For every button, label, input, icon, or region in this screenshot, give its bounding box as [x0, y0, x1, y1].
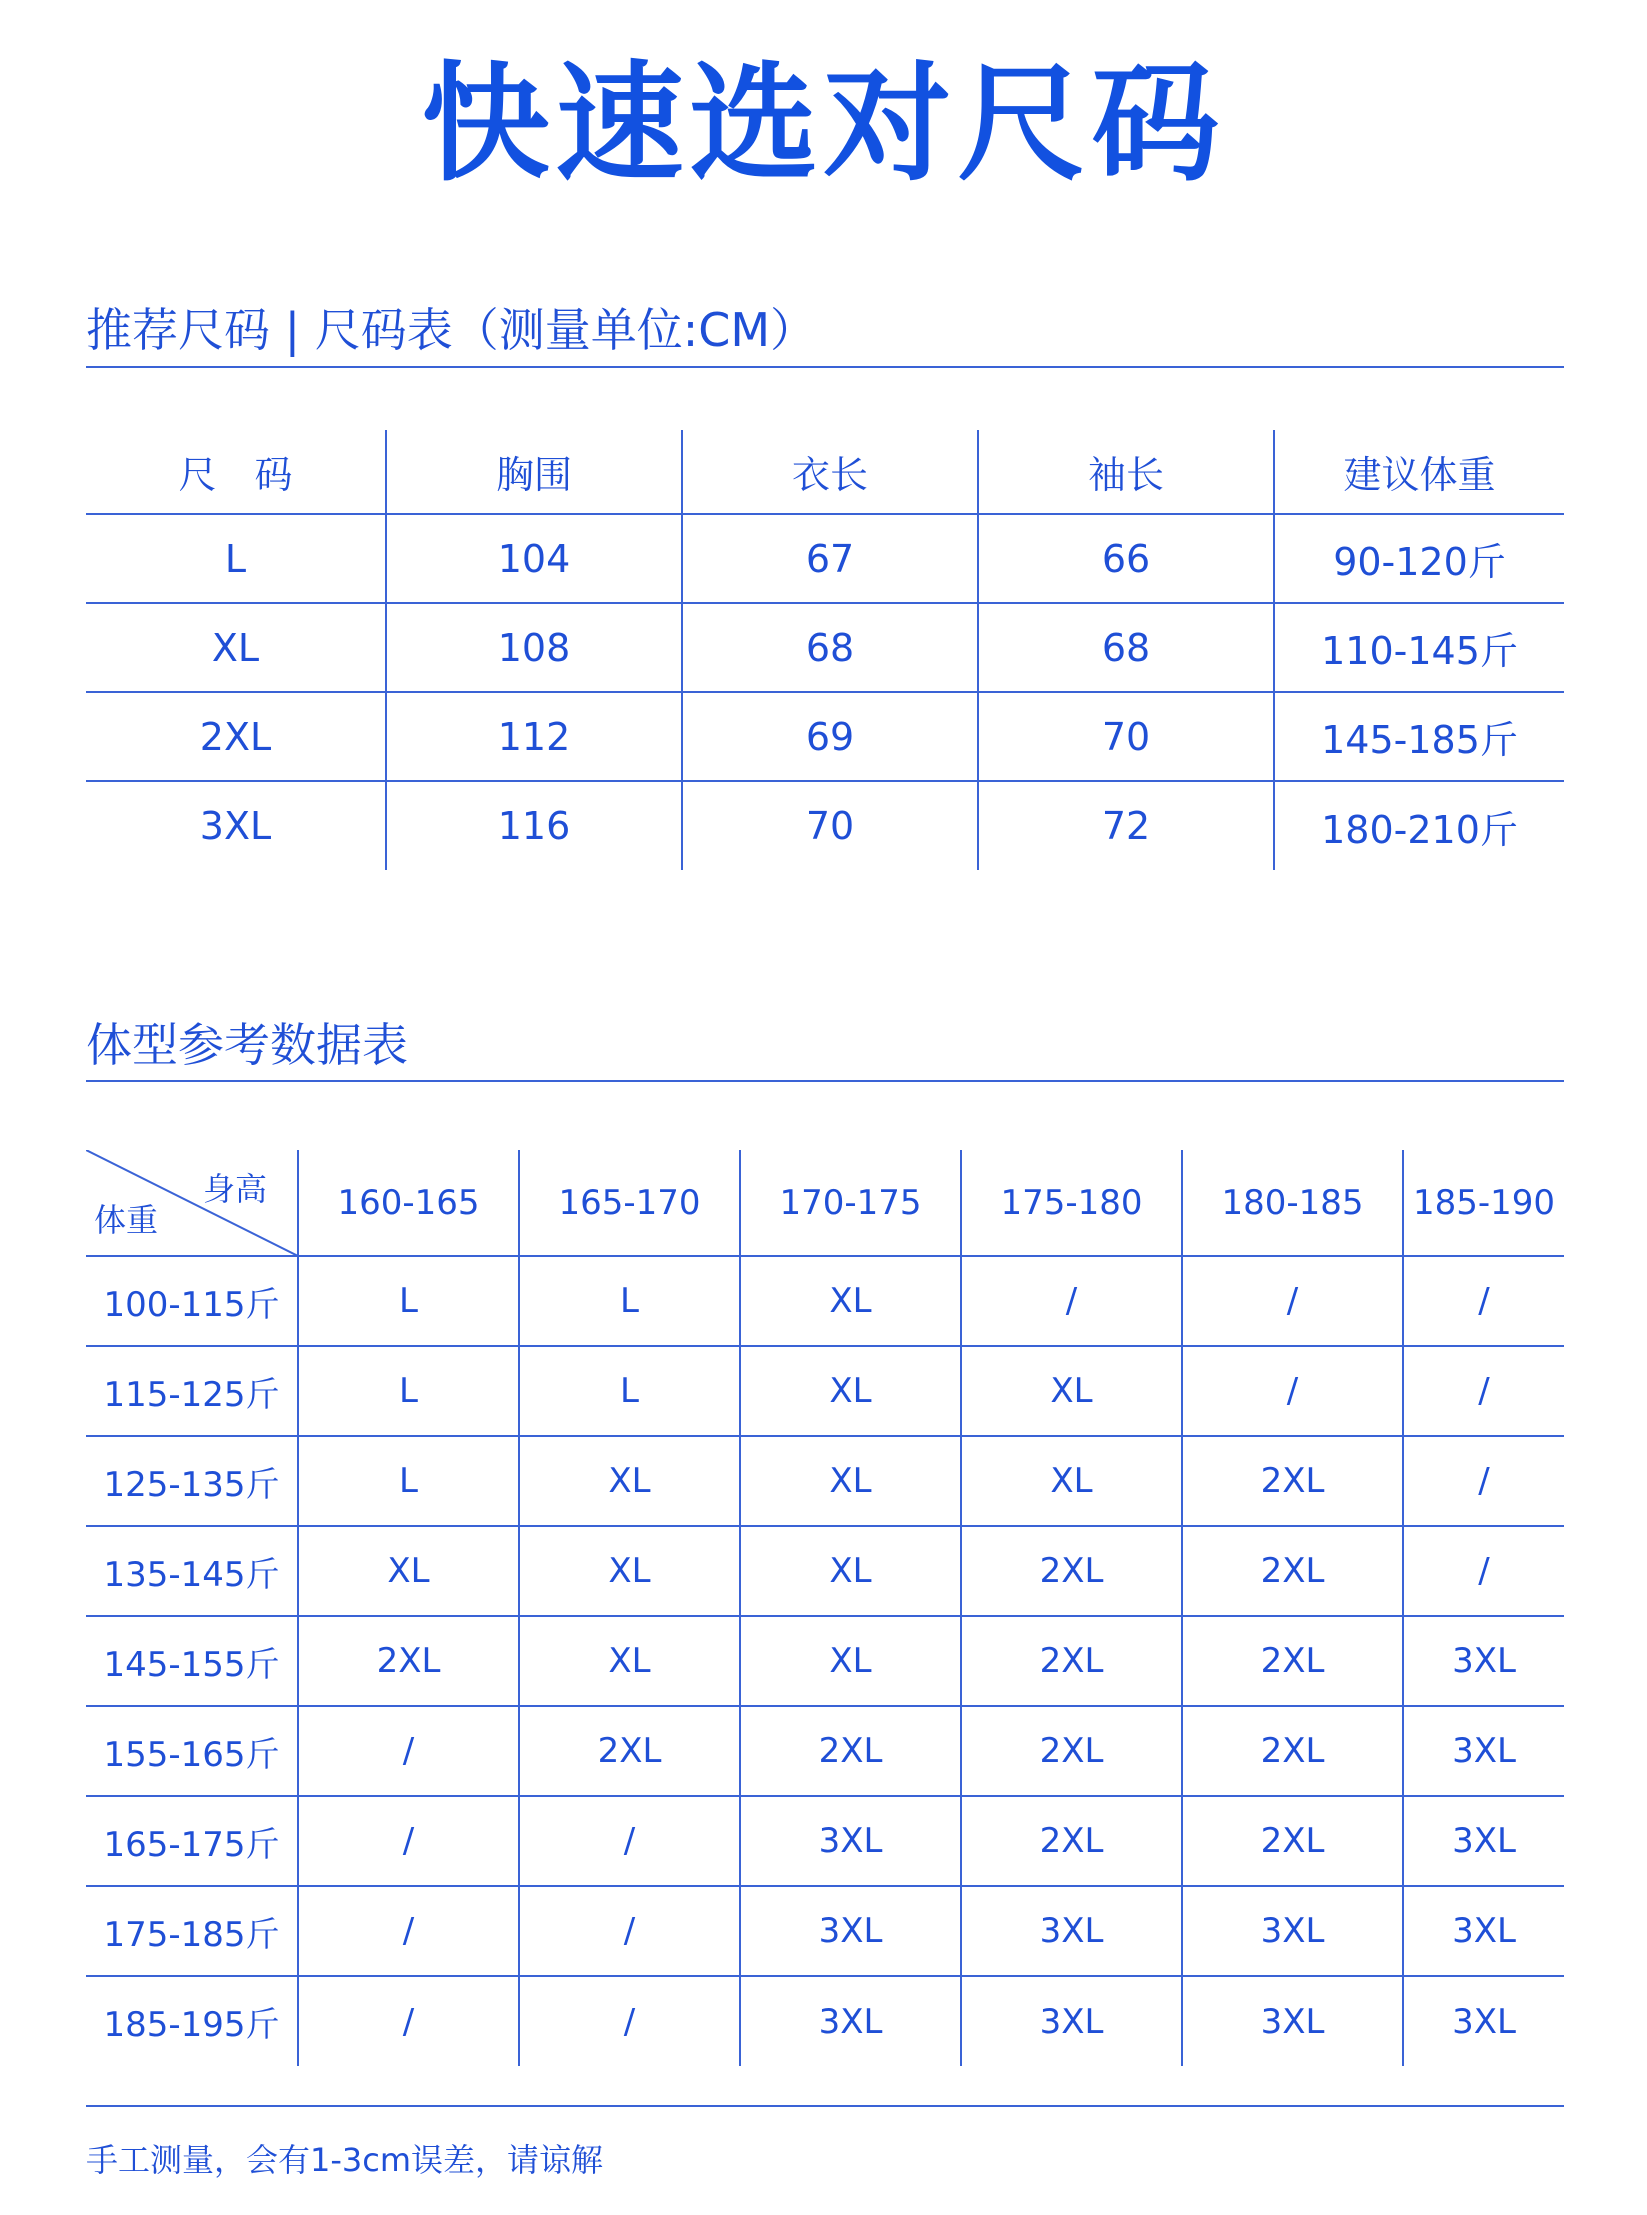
recommended-size-cell: 3XL — [1182, 1976, 1403, 2066]
recommended-size-cell: 3XL — [740, 1796, 961, 1886]
weight-cell: 135-145斤 — [86, 1526, 298, 1616]
size-cell: XL — [86, 603, 386, 692]
recommended-size-cell: 2XL — [1182, 1616, 1403, 1706]
body-row — [86, 1976, 1564, 2066]
height-header-cell: 160-165 — [298, 1150, 519, 1256]
size-cell: 110-145斤 — [1274, 603, 1564, 692]
body-row — [86, 1796, 1564, 1886]
weight-cell: 125-135斤 — [86, 1436, 298, 1526]
recommended-size-cell: 3XL — [1403, 1886, 1564, 1976]
recommended-size-cell: XL — [519, 1526, 740, 1616]
body-row — [86, 1616, 1564, 1706]
size-cell: 112 — [386, 692, 682, 781]
recommended-size-cell: 2XL — [1182, 1706, 1403, 1796]
size-header-cell: 衣长 — [682, 430, 978, 514]
recommended-size-cell: 3XL — [1452, 2001, 1516, 2042]
recommended-size-cell: 2XL — [298, 1616, 519, 1706]
corner-weight-label: 体重 — [94, 1201, 159, 1239]
size-row — [86, 781, 1564, 870]
body-row — [86, 1706, 1564, 1796]
footer-divider — [86, 2105, 1564, 2107]
corner-cell — [86, 1150, 298, 1256]
recommended-size-cell: L — [519, 1256, 740, 1346]
recommended-size-cell: 3XL — [1403, 1706, 1564, 1796]
body-type-header-row — [86, 1150, 1564, 1256]
size-row — [86, 603, 1564, 692]
recommended-size-cell: / — [1403, 1256, 1564, 1346]
recommended-size-cell: 2XL — [961, 1796, 1182, 1886]
recommended-size-cell: / — [1403, 1436, 1564, 1526]
recommended-size-cell: L — [298, 1346, 519, 1436]
body-row — [86, 1346, 1564, 1436]
body-section-divider — [86, 1080, 1564, 1082]
size-cell: 90-120斤 — [1274, 514, 1564, 603]
recommended-size-cell: 2XL — [1182, 1436, 1403, 1526]
size-cell: 69 — [682, 692, 978, 781]
size-cell: 66 — [978, 514, 1274, 603]
body-row — [86, 1436, 1564, 1526]
height-header-cell: 185-190 — [1403, 1150, 1564, 1256]
weight-cell: 185-195斤 — [86, 1976, 298, 2066]
weight-cell: 155-165斤 — [86, 1706, 298, 1796]
recommended-size-cell: / — [961, 1256, 1182, 1346]
weight-cell: 100-115斤 — [86, 1256, 298, 1346]
recommended-size-cell: XL — [519, 1616, 740, 1706]
size-cell: 70 — [978, 692, 1274, 781]
recommended-size-cell: / — [1403, 1526, 1564, 1616]
size-section-divider — [86, 366, 1564, 368]
recommended-size-cell: 2XL — [519, 1706, 740, 1796]
recommended-size-cell: XL — [740, 1256, 961, 1346]
size-cell: 72 — [978, 781, 1274, 870]
recommended-size-cell: 3XL — [1403, 1796, 1564, 1886]
size-cell: 70 — [682, 781, 978, 870]
height-header-cell: 170-175 — [740, 1150, 961, 1256]
recommended-size-cell: 3XL — [961, 1886, 1182, 1976]
body-type-table — [86, 1150, 1564, 2066]
size-cell: 116 — [386, 781, 682, 870]
body-type-body — [86, 1150, 1564, 2066]
size-cell: 67 — [682, 514, 978, 603]
recommended-size-cell: XL — [519, 1436, 740, 1526]
recommended-size-cell: / — [298, 1796, 519, 1886]
recommended-size-cell: / — [519, 1976, 740, 2066]
footer-note: 手工测量，会有1-3cm误差，请谅解 — [86, 2141, 604, 2179]
recommended-size-cell: L — [298, 1436, 519, 1526]
height-header-cell: 180-185 — [1182, 1150, 1403, 1256]
size-chart-table — [86, 430, 1564, 870]
recommended-size-cell: 2XL — [961, 1526, 1182, 1616]
size-cell: 104 — [386, 514, 682, 603]
size-chart-body — [86, 430, 1564, 870]
body-row — [86, 1256, 1564, 1346]
recommended-size-cell: 3XL — [1403, 1616, 1564, 1706]
size-section-title: 推荐尺码 | 尺码表（测量单位:CM） — [86, 303, 817, 357]
recommended-size-cell: / — [1403, 1346, 1564, 1436]
recommended-size-cell: XL — [298, 1526, 519, 1616]
body-row — [86, 1886, 1564, 1976]
recommended-size-cell: 3XL — [961, 1976, 1182, 2066]
size-header-cell: 胸围 — [386, 430, 682, 514]
recommended-size-cell: XL — [740, 1436, 961, 1526]
size-cell: 3XL — [86, 781, 386, 870]
size-header-cell: 建议体重 — [1274, 430, 1564, 514]
recommended-size-cell: XL — [740, 1346, 961, 1436]
weight-cell: 165-175斤 — [86, 1796, 298, 1886]
recommended-size-cell: 2XL — [1182, 1526, 1403, 1616]
size-header-cell: 尺 码 — [86, 430, 386, 514]
size-header-cell: 袖长 — [978, 430, 1274, 514]
recommended-size-cell: L — [298, 1256, 519, 1346]
recommended-size-cell: 2XL — [961, 1616, 1182, 1706]
height-header-cell: 175-180 — [961, 1150, 1182, 1256]
recommended-size-cell: / — [519, 1886, 740, 1976]
recommended-size-cell: 3XL — [740, 1886, 961, 1976]
size-cell: 2XL — [86, 692, 386, 781]
recommended-size-cell: XL — [740, 1616, 961, 1706]
weight-cell: 145-155斤 — [86, 1616, 298, 1706]
recommended-size-cell: 2XL — [740, 1706, 961, 1796]
size-cell: 68 — [978, 603, 1274, 692]
size-row — [86, 692, 1564, 781]
weight-cell: 115-125斤 — [86, 1346, 298, 1436]
recommended-size-cell: 3XL — [1182, 1886, 1403, 1976]
recommended-size-cell: / — [298, 1886, 519, 1976]
recommended-size-cell: XL — [961, 1346, 1182, 1436]
body-row — [86, 1526, 1564, 1616]
recommended-size-cell: / — [298, 1976, 519, 2066]
size-cell: 180-210斤 — [1321, 807, 1518, 852]
weight-cell: 175-185斤 — [86, 1886, 298, 1976]
size-cell: 108 — [386, 603, 682, 692]
recommended-size-cell: XL — [961, 1436, 1182, 1526]
recommended-size-cell: 3XL — [740, 1976, 961, 2066]
recommended-size-cell: XL — [740, 1526, 961, 1616]
recommended-size-cell: / — [1182, 1346, 1403, 1436]
recommended-size-cell: / — [519, 1796, 740, 1886]
size-row — [86, 514, 1564, 603]
recommended-size-cell: 2XL — [1182, 1796, 1403, 1886]
body-section-title: 体型参考数据表 — [86, 1018, 408, 1072]
size-cell: 145-185斤 — [1274, 692, 1564, 781]
size-cell: 68 — [682, 603, 978, 692]
recommended-size-cell: L — [519, 1346, 740, 1436]
size-cell: L — [86, 514, 386, 603]
height-header-cell: 165-170 — [519, 1150, 740, 1256]
recommended-size-cell: / — [298, 1706, 519, 1796]
corner-height-label: 身高 — [202, 1170, 267, 1208]
page-title: 快速选对尺码 — [421, 50, 1226, 199]
size-chart-header-row — [86, 430, 1564, 514]
recommended-size-cell: / — [1182, 1256, 1403, 1346]
recommended-size-cell: 2XL — [961, 1706, 1182, 1796]
